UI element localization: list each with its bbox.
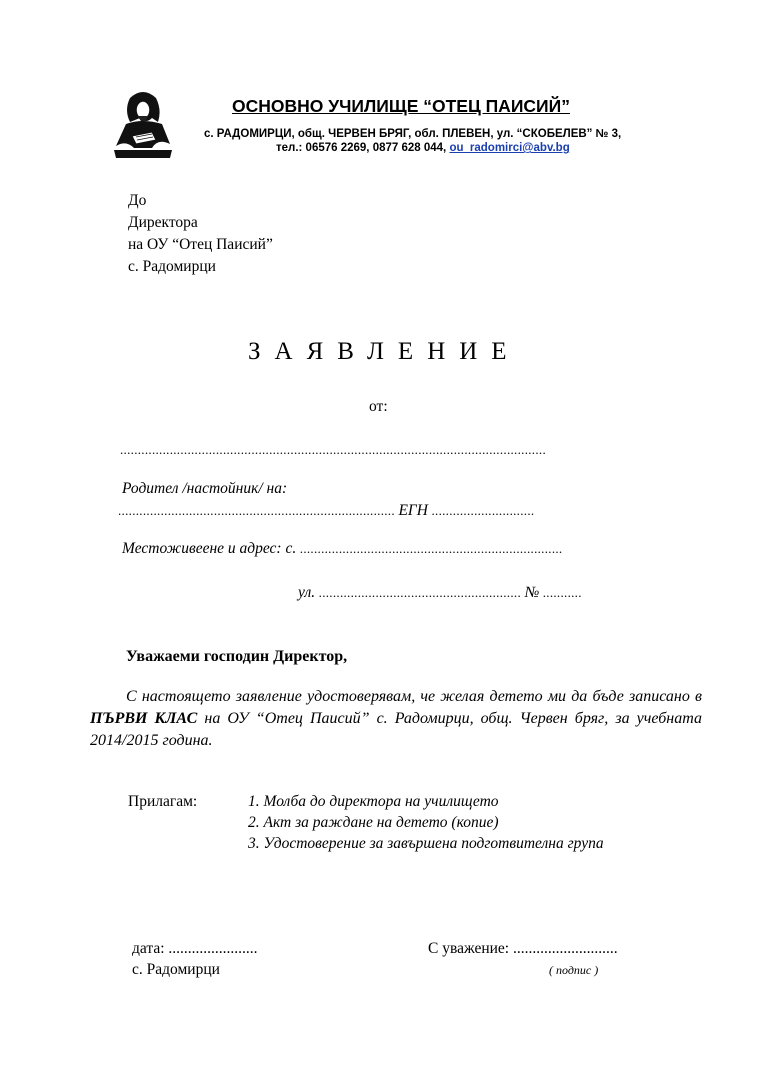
address-label: Местоживеене и адрес: с. [122,540,297,557]
school-name: ОСНОВНО УЧИЛИЩЕ “ОТЕЦ ПАИСИЙ” [232,96,570,116]
number-label: № [524,584,540,601]
place-text: с. Радомирци [132,961,220,978]
address-field[interactable]: .......................................................................... [296,541,563,556]
attachment-item: 3. Удостоверение за завършена подготвителна група [248,835,604,852]
body-text-bold: ПЪРВИ КЛАС [90,710,198,727]
street-label: ул. [298,584,316,601]
signature-field[interactable]: С уважение: ........................... [428,940,618,957]
monk-portrait-logo-icon [112,88,174,160]
document-title: ЗАЯВЛЕНИЕ [248,338,521,365]
body-text-2: на ОУ “Отец Паисий” с. Радомирци, общ. Червен бряг, за учебната 2014/2015 година. [90,710,702,749]
signature-caption: ( подпис ) [549,963,599,977]
school-contacts [276,142,570,154]
child-row [118,502,534,520]
recipient-line-4: с. Радомирци [128,258,216,275]
body-text-1: С настоящето заявление удостоверявам, че желая детето ми да бъде записано в [126,688,702,705]
applicant-name-field[interactable]: ........................................................................................................................ [120,442,546,457]
school-address: с. РАДОМИРЦИ, общ. ЧЕРВЕН БРЯГ, обл. ПЛЕВЕН, ул. “СКОБЕЛЕВ” № 3, [204,128,622,140]
parent-label: Родител /настойник/ на: [122,480,288,497]
number-field[interactable]: ........... [539,585,582,600]
street-field[interactable]: ......................................................... [315,585,525,600]
phone-text: тел.: 06576 2269, 0877 628 044, [276,142,450,154]
attachment-item: 1. Молба до директора на училището [248,793,499,810]
child-name-field[interactable]: .............................................................................. [118,503,399,518]
recipient-line-3: на ОУ “Отец Паисий” [128,236,273,253]
egn-field[interactable]: ............................. [427,503,535,518]
egn-label: ЕГН [398,502,428,519]
email-link[interactable]: ou_radomirci@abv.bg [449,142,570,154]
street-row [298,584,582,602]
recipient-line-2: Директора [128,214,198,231]
body-paragraph [90,686,702,752]
address-row [122,540,562,558]
attachments-label: Прилагам: [128,793,198,810]
greeting: Уважаеми господин Директор, [126,648,348,665]
from-label: от: [369,398,388,415]
attachment-item: 2. Акт за раждане на детето (копие) [248,814,499,831]
date-field[interactable]: дата: ....................... [132,940,258,957]
recipient-line-1: До [128,192,147,209]
